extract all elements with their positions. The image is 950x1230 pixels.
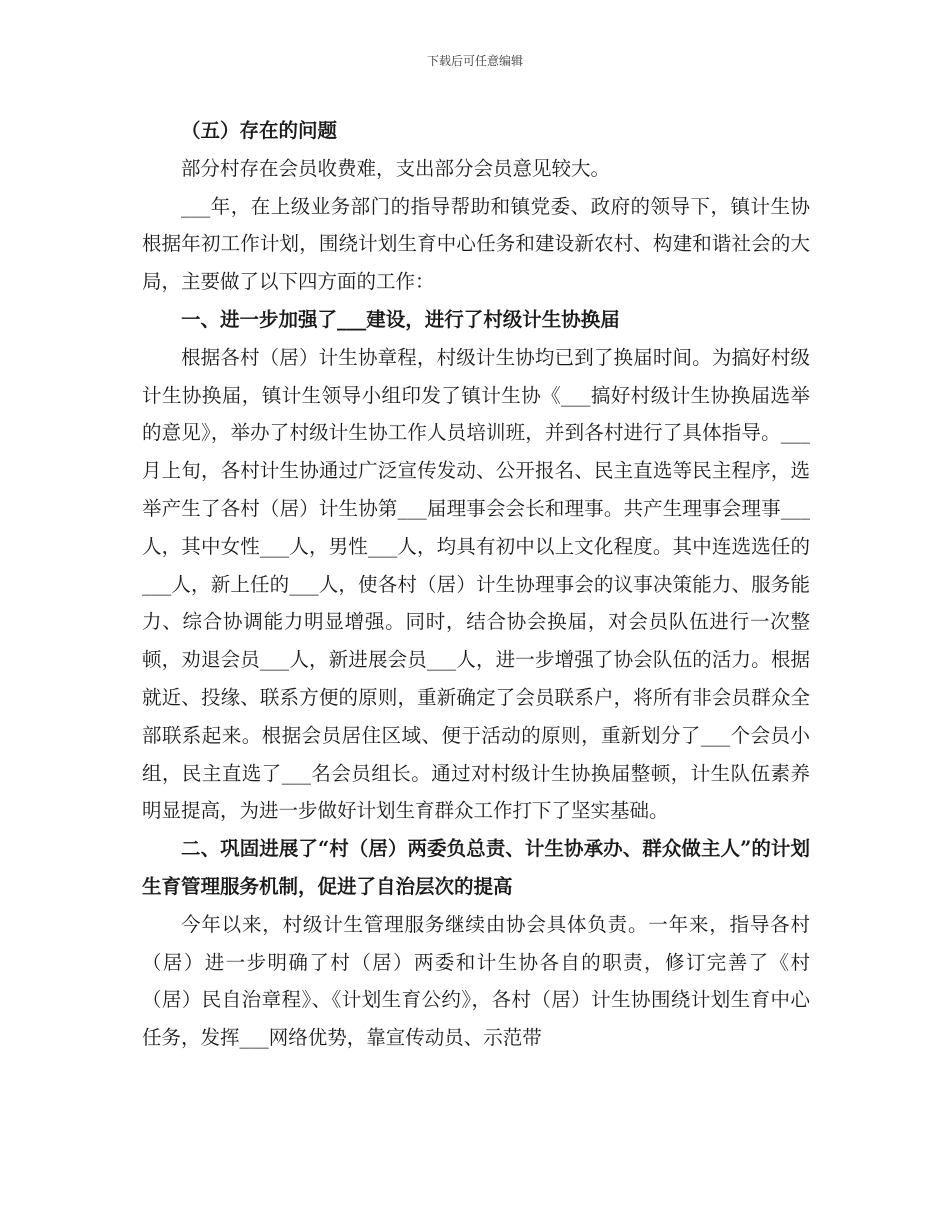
paragraph: 根据各村（居）计生协章程，村级计生协均已到了换届时间。为搞好村级计生协换届，镇计生领导小组印发了镇计生协《___搞好村级计生协换届选举的意见》，举办了村级计生协工作人员培训班，并到各村进行了具体指导。___月上旬，各村计生协通过广泛宣传发动、公开报名、民主直选等民主程序，选举产生了各村（居）计生协第___届理事会会长和理事。共产生理事会理事___人，其中女性___人，男性___人，均具有初中以上文化程度。其中连选选任的___人，新上任的___人，使各村（居）计生协理事会的议事决策能力、服务能力、综合协调能力明显增强。同时，结合协会换届，对会员队伍进行一次整顿，劝退会员___人，新进展会员___人，进一步增强了协会队伍的活力。根据就近、投缘、联系方便的原则，重新确定了会员联系户，将所有非会员群众全部联系起来。根据会员居住区域、便于活动的原则，重新划分了___个会员小组，民主直选了___名会员组长。通过对村级计生协换届整顿，计生队伍素养明显提高，为进一步做好计划生育群众工作打下了坚实基础。 — [142, 345, 810, 823]
page-header: 下载后可任意编辑 — [426, 54, 523, 68]
paragraph: 今年以来，村级计生管理服务继续由协会具体负责。一年来，指导各村（居）进一步明确了村（居）两委和计生协各自的职责，修订完善了《村（居）民自治章程》、《计划生育公约》，各村（居）计生协围绕计划生育中心任务，发挥___网络优势，靠宣传动员、示范带 — [142, 912, 810, 1050]
section-heading-one: 一、进一步加强了___建设，进行了村级计生协换届 — [181, 307, 620, 331]
section-heading-two: 二、巩固进展了“村（居）两委负总责、计生协承办、群众做主人”的计划生育管理服务机制，促进了自治层次的提高 — [142, 837, 810, 898]
section-heading-problems: （五）存在的问题 — [181, 119, 338, 142]
document-body — [142, 112, 810, 1057]
paragraph: 部分村存在会员收费难，支出部分会员意见较大。 — [181, 156, 611, 180]
paragraph: ___年，在上级业务部门的指导帮助和镇党委、政府的领导下，镇计生协根据年初工作计划，围绕计划生育中心任务和建设新农村、构建和谐社会的大局，主要做了以下四方面的工作： — [142, 194, 810, 294]
